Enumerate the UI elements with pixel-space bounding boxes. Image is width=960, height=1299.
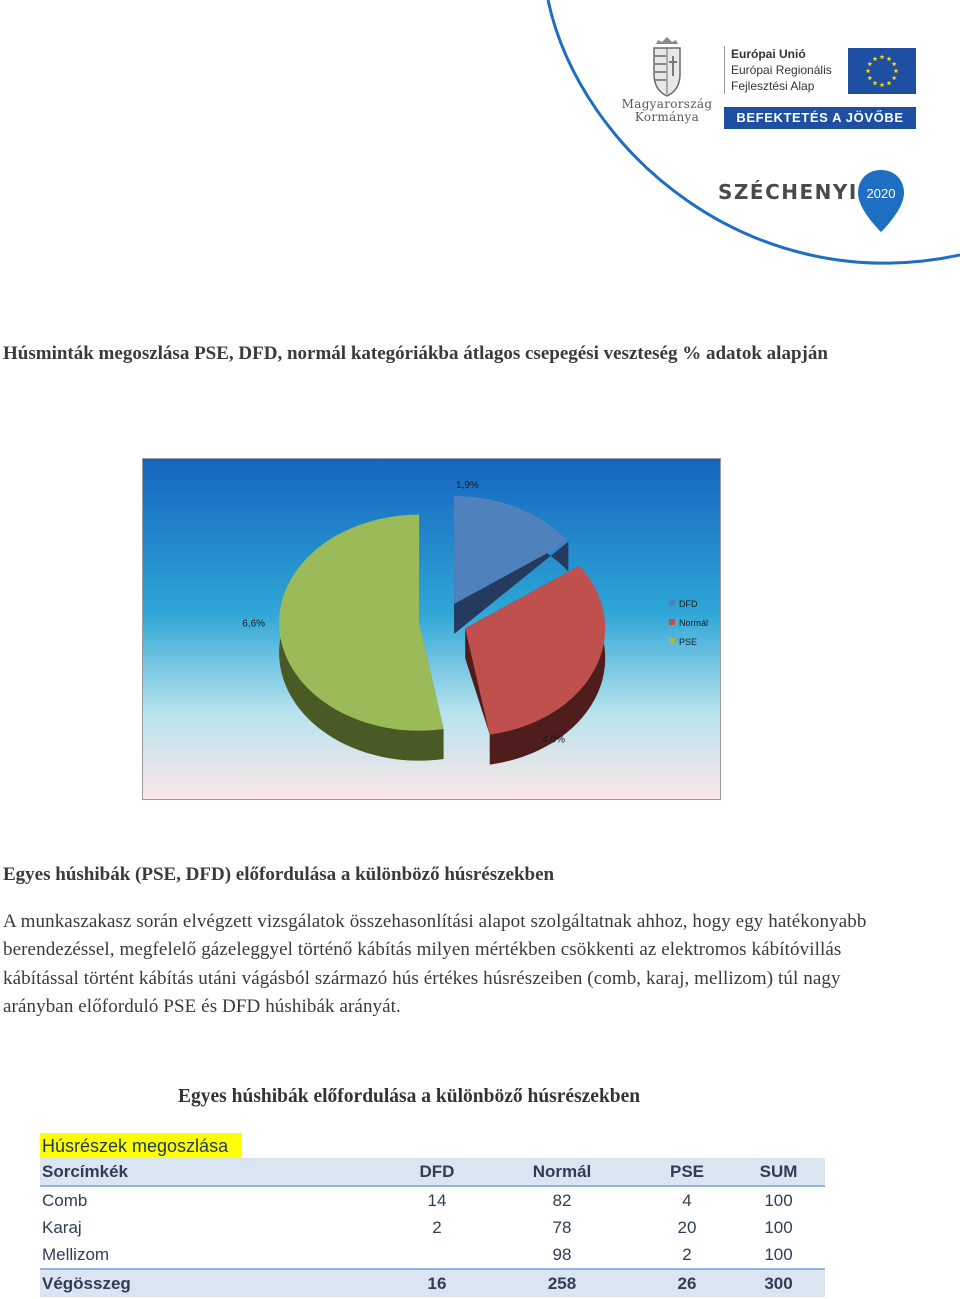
- section1-heading: Húsminták megoszlása PSE, DFD, normál kategóriákba átlagos csepegési veszteség % adatok alapján: [3, 343, 828, 364]
- cell-pse: 20: [677, 1217, 697, 1237]
- row-label: Mellizom: [42, 1244, 110, 1264]
- pie-label-normál: 4,0%: [542, 734, 565, 746]
- cell-dfd: 14: [427, 1190, 447, 1210]
- header-cell-sum: SUM: [732, 1158, 825, 1186]
- eu-flag-icon: [848, 48, 916, 94]
- total-label: Végösszeg: [40, 1269, 392, 1297]
- eu-line-2: Európai Regionális: [731, 63, 832, 77]
- szechenyi-pin-icon: [856, 168, 906, 234]
- szechenyi-year: 2020: [866, 186, 896, 201]
- eu-line-3: Fejlesztési Alap: [731, 79, 815, 93]
- header-cell-pse: PSE: [642, 1158, 732, 1186]
- legend-label-pse: PSE: [679, 637, 698, 647]
- table-total-row: [40, 1269, 825, 1297]
- row-label: Comb: [42, 1190, 88, 1210]
- section2-heading: Egyes húshibák (PSE, DFD) előfordulása a különböző húsrészekben: [3, 864, 555, 885]
- header-cell-label: Sorcímkék: [40, 1158, 392, 1186]
- legend-swatch-pse: [669, 638, 675, 644]
- cell-normal: 78: [552, 1217, 572, 1237]
- pivot-table: [40, 1133, 825, 1297]
- gov-line-1: Magyarország: [621, 97, 713, 111]
- pie-chart-svg: [143, 459, 720, 799]
- table-caption: Egyes húshibák előfordulása a különböző húsrészekben: [178, 1086, 641, 1107]
- eu-title: Európai Unió: [731, 47, 806, 61]
- cell-sum: 100: [764, 1217, 793, 1237]
- total-sum: 300: [732, 1269, 825, 1297]
- cell-normal: 98: [552, 1244, 572, 1264]
- header-cell-dfd: DFD: [392, 1158, 482, 1186]
- pie-label-pse: 6,6%: [242, 618, 266, 630]
- row-label: Karaj: [42, 1217, 82, 1237]
- table-row: [40, 1241, 825, 1269]
- coat-of-arms-icon: [650, 36, 684, 98]
- szechenyi-logo-text: SZÉCHENYI: [718, 180, 858, 204]
- government-logo: [612, 36, 722, 124]
- invest-banner: BEFEKTETÉS A JÖVŐBE: [724, 107, 916, 129]
- pie-chart: [142, 458, 721, 800]
- cell-pse: 2: [682, 1244, 692, 1264]
- legend-swatch-dfd: [669, 600, 675, 606]
- cell-normal: 82: [552, 1190, 572, 1210]
- cell-dfd: [392, 1241, 482, 1269]
- total-pse: 26: [642, 1269, 732, 1297]
- section2-paragraph: A munkaszakasz során elvégzett vizsgálatok összehasonlítási alapot szolgáltatnak ahhoz, hogy egy hatékonyabb berendezéssel, megfelelő gázeleggyel történő kábítás milyen mértékben csökkenti az elektromos kábítóvillás kábítással történt kábítás utáni vágásból származó hús értékes húsrészeiben (comb, karaj, mellizom) túl nagy arányban előforduló PSE és DFD húshibák arányát.: [3, 911, 867, 1018]
- legend-swatch-normál: [669, 619, 675, 625]
- pie-label-dfd: 1,9%: [456, 479, 479, 491]
- table-header-row: [40, 1158, 825, 1186]
- cell-pse: 4: [682, 1190, 692, 1210]
- header-cell-normal: Normál: [482, 1158, 642, 1186]
- legend-label-normál: Normál: [679, 618, 709, 628]
- cell-sum: 100: [764, 1244, 793, 1264]
- total-normal: 258: [482, 1269, 642, 1297]
- cell-dfd: 2: [432, 1217, 442, 1237]
- legend-label-dfd: DFD: [679, 599, 698, 609]
- table-row: [40, 1214, 825, 1241]
- table-row: [40, 1186, 825, 1214]
- header-arc-decoration: [0, 0, 960, 300]
- data-table: [40, 1158, 825, 1297]
- total-dfd: 16: [392, 1269, 482, 1297]
- eu-fund-label: [724, 46, 832, 94]
- gov-line-2: Kormánya: [634, 110, 700, 124]
- table-title: Húsrészek megoszlása: [40, 1133, 242, 1158]
- cell-sum: 100: [764, 1190, 793, 1210]
